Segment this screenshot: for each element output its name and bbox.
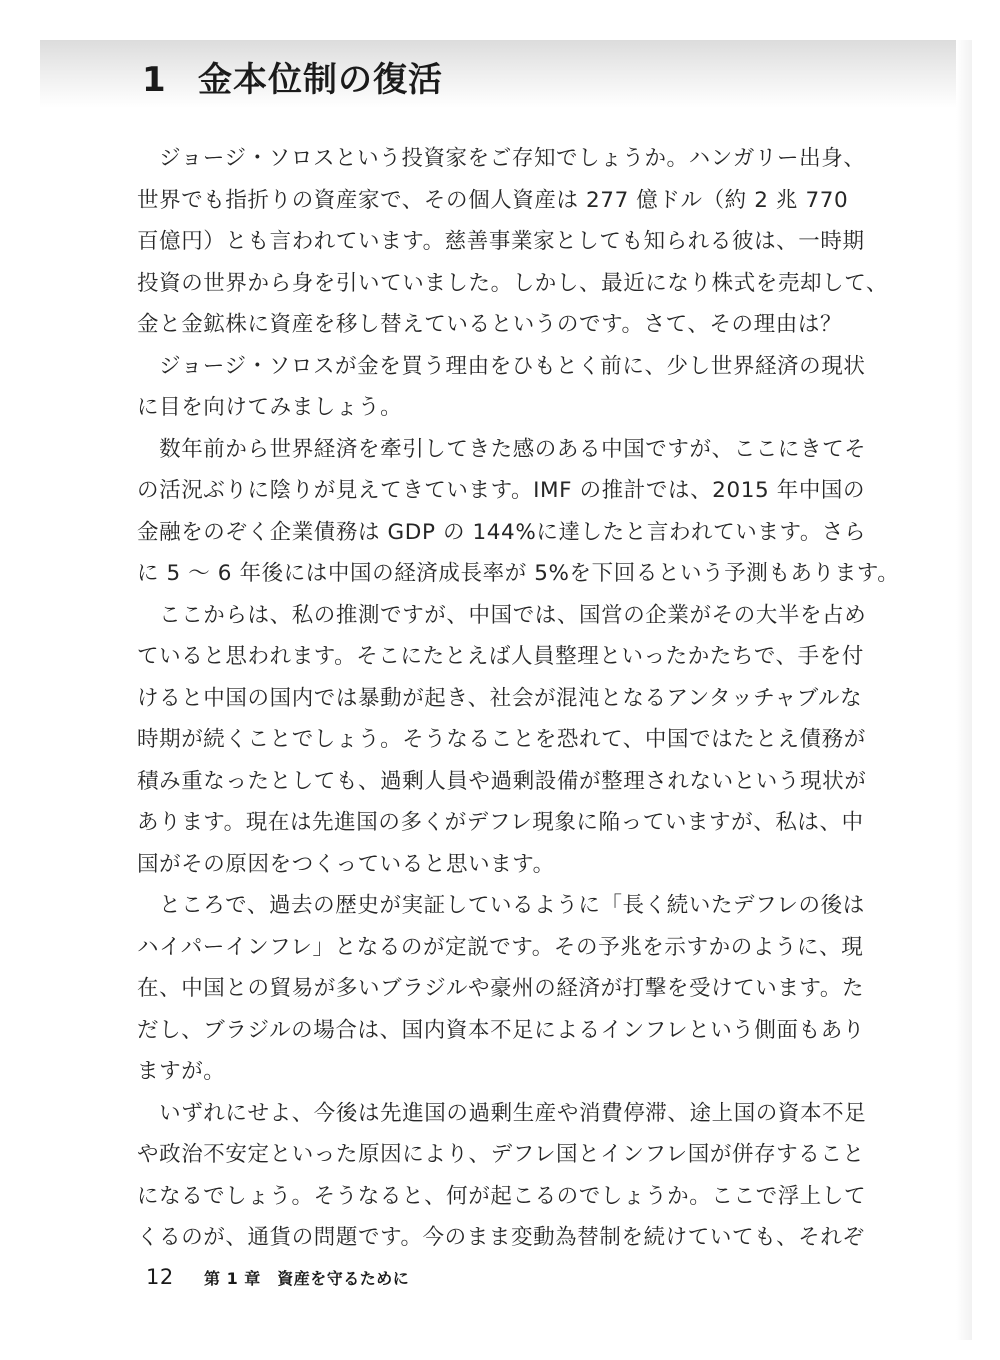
text-line: ますが。 [137, 1059, 226, 1084]
text-line: 金と金鉱株に資産を移し替えているというのです。さて、その理由は？ [137, 312, 843, 337]
section-title: 金本位制の復活 [198, 60, 443, 100]
text-line: 百億円）とも言われています。慈善事業家としても知られる彼は、一時期 [137, 229, 865, 254]
text-line: いずれにせよ、今後は先進国の過剰生産や消費停滞、途上国の資本不足 [137, 1100, 867, 1126]
text-line: あります。現在は先進国の多くがデフレ現象に陥っていますが、私は、中 [137, 810, 864, 835]
text-line: ところで、過去の歴史が実証しているように「長く続いたデフレの後は [137, 893, 865, 918]
text-line: に 5 〜 6 年後には中国の経済成長率が 5%を下回るという予測もあります。 [137, 561, 900, 586]
text-line: 世界でも指折りの資産家で、その個人資産は 277 億ドル（約 2 兆 770 [137, 187, 849, 213]
text-line: 金融をのぞく企業債務は GDP の 144%に達したと言われています。さら [137, 519, 867, 545]
text-line: くるのが、通貨の問題です。今のまま変動為替制を続けていても、それぞ [137, 1225, 865, 1250]
section-heading [142, 54, 443, 106]
text-line: ていると思われます。そこにたとえば人員整理といったかたちで、手を付 [137, 644, 864, 669]
page-footer [146, 1260, 409, 1294]
page-number: 12 [146, 1265, 174, 1289]
text-line: ここからは、私の推測ですが、中国では、国営の企業がその大半を占め [137, 602, 867, 628]
text-line: ハイパーインフレ」となるのが定説です。その予兆を示すかのように、現 [137, 934, 864, 960]
page-right-edge [956, 40, 972, 1340]
text-line: 数年前から世界経済を牽引してきた感のある中国ですが、ここにきてそ [137, 436, 867, 462]
text-line: 投資の世界から身を引いていました。しかし、最近になり株式を売却して、 [137, 270, 888, 296]
text-line: けると中国の国内では暴動が起き、社会が混沌となるアンタッチャブルな [137, 685, 863, 711]
chapter-label: 第 1 章 資産を守るために [204, 1268, 410, 1288]
text-line: 時期が続くことでしょう。そうなることを恐れて、中国ではたとえ債務が [137, 727, 866, 752]
body-text [137, 138, 900, 1259]
text-line: になるでしょう。そうなると、何が起こるのでしょうか。ここで浮上して [137, 1183, 867, 1209]
text-line: 積み重なったとしても、過剰人員や過剰設備が整理されないという現状が [137, 768, 867, 794]
text-line: だし、ブラジルの場合は、国内資本不足によるインフレという側面もあり [137, 1017, 865, 1043]
text-line: ジョージ・ソロスという投資家をご存知でしょうか。ハンガリー出身、 [137, 146, 866, 171]
text-line: 在、中国との貿易が多いブラジルや豪州の経済が打撃を受けています。た [137, 976, 865, 1001]
text-line: の活況ぶりに陰りが見えてきています。IMF の推計では、2015 年中国の [137, 478, 866, 503]
section-number: 1 [142, 60, 166, 100]
text-line: 国がその原因をつくっていると思います。 [137, 851, 555, 877]
text-line: や政治不安定といった原因により、デフレ国とインフレ国が併存すること [137, 1142, 865, 1167]
text-line: に目を向けてみましょう。 [137, 395, 403, 420]
text-line: ジョージ・ソロスが金を買う理由をひもとく前に、少し世界経済の現状 [137, 353, 866, 379]
